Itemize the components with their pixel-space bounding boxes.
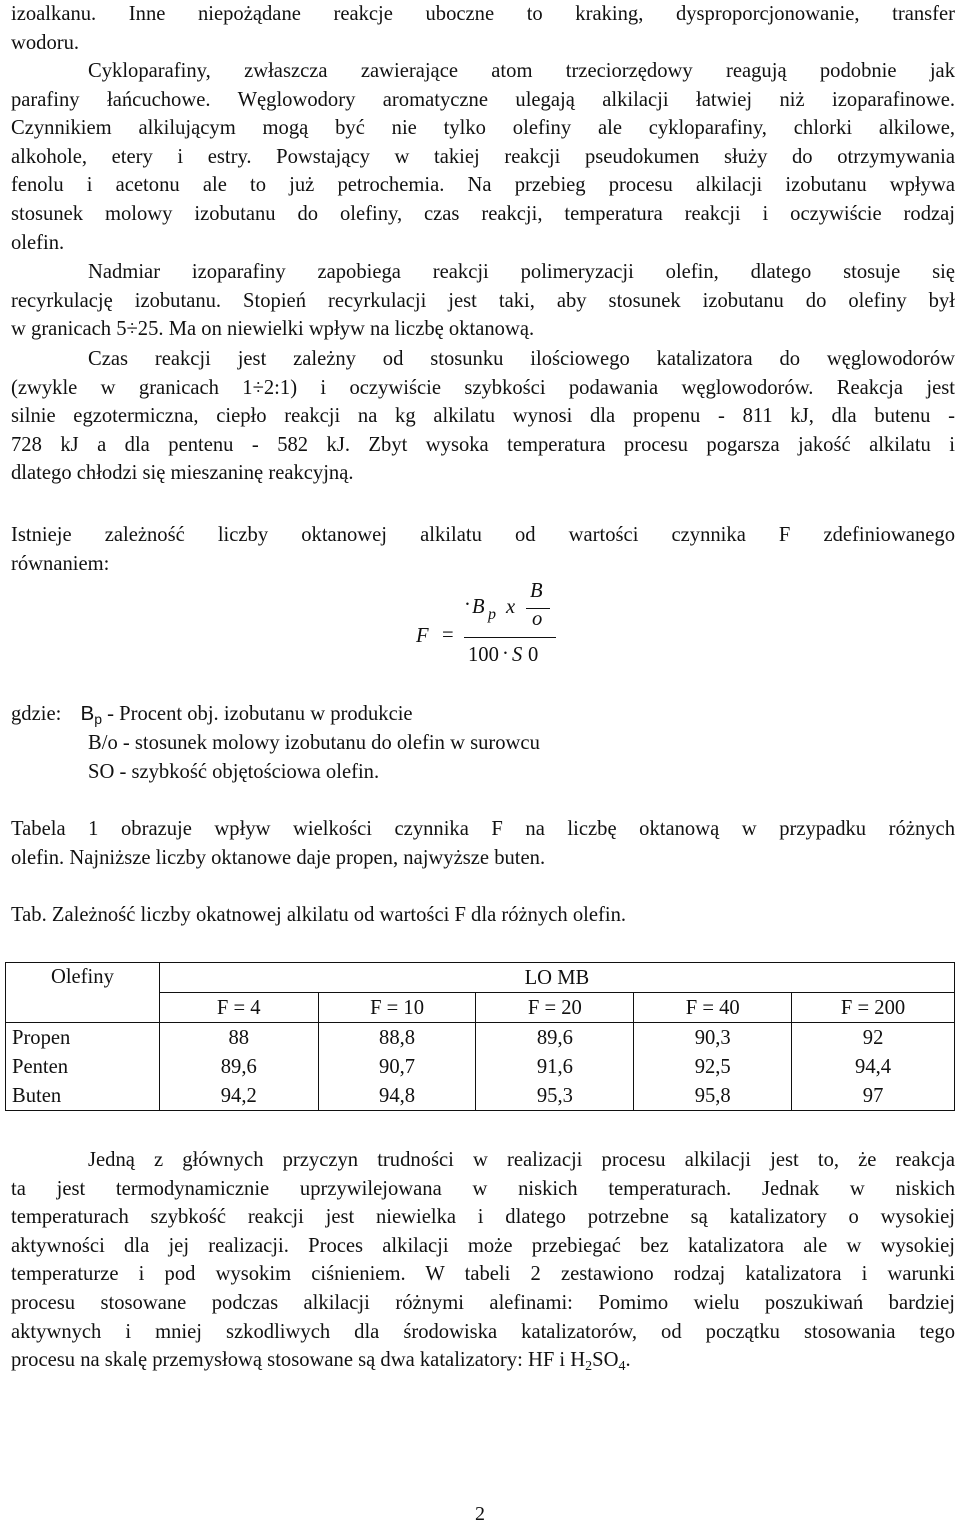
text-line: 728 kJ a dla pentenu - 582 kJ. Zbyt wysoka temperatura procesu pogarsza jakość alkilatu i bbox=[11, 433, 955, 456]
legend-line-2: B/o - stosunek molowy izobutanu do olefin w surowcu bbox=[88, 732, 540, 754]
legend-subscript: p bbox=[94, 711, 103, 727]
text-line: Nadmiar izoparafiny zapobiega reakcji polimeryzacji olefin, dlatego stosuje się bbox=[88, 261, 955, 283]
text-line: (zwykle w granicach 1÷2:1) i oczywiście szybkości podawania węglowodorów. Reakcja jest bbox=[11, 376, 955, 399]
text-line: wodoru. bbox=[11, 31, 80, 54]
formula-dot: · bbox=[464, 594, 471, 616]
text-line: izoalkanu. Inne niepożądane reakcje uboczne to kraking, dysproporcjonowanie, transfer bbox=[11, 3, 955, 25]
row-label: Buten bbox=[6, 1081, 160, 1111]
subscript: 4 bbox=[618, 1359, 626, 1375]
text-line: aktywności dla jej realizacji. Proces alkilacji może przebiegać bez katalizatora ale w wysokiej bbox=[11, 1234, 955, 1257]
table-cell: 88,8 bbox=[318, 1023, 476, 1053]
table-cell: 89,6 bbox=[476, 1023, 634, 1053]
formula-zero: 0 bbox=[528, 644, 539, 666]
table-cell: 92,5 bbox=[634, 1052, 792, 1081]
formula-lhs: F bbox=[416, 625, 429, 647]
text-fragment: . bbox=[625, 1349, 631, 1372]
row-label: Propen bbox=[6, 1023, 160, 1053]
legend-line-3: SO - szybkość objętościowa olefin. bbox=[88, 761, 380, 783]
table-row bbox=[6, 1052, 955, 1081]
text-line: dlatego chłodzi się mieszaninę reakcyjną. bbox=[11, 462, 354, 485]
paragraph-3 bbox=[11, 258, 955, 344]
text-line: Czas reakcji jest zależny od stosunku ilościowego katalizatora do węglowodorów bbox=[88, 348, 955, 370]
table-cell: 94,2 bbox=[159, 1081, 318, 1111]
text-line: temperaturach szybkość reakcji jest niewielka i dlatego potrzebne są katalizatory o wysokiej bbox=[11, 1206, 955, 1229]
text-line: alkohole, etery i estry. Powstający w takiej reakcji pseudokumen służy do otrzymywania bbox=[11, 145, 955, 168]
main-fraction-line bbox=[464, 637, 556, 638]
formula-dot: · bbox=[502, 643, 509, 665]
table-cell: 97 bbox=[792, 1081, 955, 1111]
formula-equals: = bbox=[442, 624, 454, 646]
formula-hundred: 100 bbox=[468, 644, 499, 666]
octane-table bbox=[5, 962, 955, 1111]
table-row bbox=[6, 1081, 955, 1111]
text-line: fenolu i acetonu ale to już petrochemia. Na przebieg procesu alkilacji izobutanu wpływa bbox=[11, 174, 955, 197]
table-cell: 91,6 bbox=[476, 1052, 634, 1081]
page-number: 2 bbox=[475, 1503, 485, 1525]
table-cell: 88 bbox=[159, 1023, 318, 1053]
formula-b-top: B bbox=[530, 580, 543, 602]
text-line: ta jest termodynamicznie uprzywilejowana w niskich temperaturach. Jednak w niskich bbox=[11, 1177, 955, 1200]
legend-line-1 bbox=[11, 700, 413, 729]
text-line: aktywnych i mniej szkodliwych dla środowiska katalizatorów, od początku stosowania tego bbox=[11, 1320, 955, 1343]
header-olefiny: Olefiny bbox=[6, 963, 160, 1023]
paragraph-1 bbox=[11, 0, 955, 57]
table-cell: 94,4 bbox=[792, 1052, 955, 1081]
legend-text: - Procent obj. izobutanu w produkcie bbox=[102, 703, 413, 725]
text-line: recyrkulację izobutanu. Stopień recyrkulacji jest taki, aby stosunek izobutanu do olefiny był bbox=[11, 289, 955, 312]
paragraph-5 bbox=[11, 521, 955, 578]
formula-b: B bbox=[472, 596, 485, 618]
text-line: temperaturze i pod wysokim ciśnieniem. W tabeli 2 zestawiono rodzaj katalizatora i warunki bbox=[11, 1263, 955, 1286]
text-line bbox=[11, 1346, 955, 1375]
formula-x: x bbox=[506, 596, 516, 618]
table-cell: 90,3 bbox=[634, 1023, 792, 1053]
row-label: Penten bbox=[6, 1052, 160, 1081]
text-line: parafiny łańcuchowe. Węglowodory aromatyczne ulegają alkilacji łatwiej niż izoparafinowe. bbox=[11, 88, 955, 111]
text-line: procesu stosowane podczas alkilacji różnymi alefinami: Pomimo wielu poszukiwań bardziej bbox=[11, 1291, 955, 1314]
text-line: Czynnikiem alkilującym mogą być nie tylko olefiny ale cykloparafiny, chlorki alkilowe, bbox=[11, 117, 955, 140]
column-header: F = 40 bbox=[634, 993, 792, 1023]
formula-o: o bbox=[532, 608, 543, 630]
text-line: olefin. Najniższe liczby oktanowe daje propen, najwyższe buten. bbox=[11, 846, 546, 869]
legend-prefix: gdzie: bbox=[11, 703, 62, 725]
column-header: F = 10 bbox=[318, 993, 476, 1023]
table-cell: 95,3 bbox=[476, 1081, 634, 1111]
legend-symbol: B bbox=[80, 702, 95, 725]
table-cell: 94,8 bbox=[318, 1081, 476, 1111]
table-caption: Tab. Zależność liczby okatnowej alkilatu od wartości F dla różnych olefin. bbox=[11, 904, 627, 926]
subscript: 2 bbox=[585, 1359, 593, 1375]
table-cell: 89,6 bbox=[159, 1052, 318, 1081]
text-line: równaniem: bbox=[11, 552, 110, 575]
paragraph-4 bbox=[11, 345, 955, 488]
text-line: Istnieje zależność liczby oktanowej alkilatu od wartości czynnika F zdefiniowanego bbox=[11, 524, 955, 546]
paragraph-6 bbox=[11, 815, 955, 872]
text-line: silnie egzotermiczna, ciepło reakcji na kg alkilatu wynosi dla propenu - 811 kJ, dla butenu - bbox=[11, 405, 955, 428]
text-fragment: procesu na skalę przemysłową stosowane są dwa katalizatory: HF i H bbox=[11, 1349, 586, 1372]
text-line: Cykloparafiny, zwłaszcza zawierające atom trzeciorzędowy reagują podobnie jak bbox=[88, 60, 955, 82]
header-lo-mb: LO MB bbox=[159, 963, 954, 993]
formula-p: p bbox=[488, 606, 496, 623]
paragraph-7 bbox=[11, 1146, 955, 1375]
column-header: F = 20 bbox=[476, 993, 634, 1023]
table-row bbox=[6, 1023, 955, 1053]
text-fragment: SO bbox=[592, 1349, 619, 1372]
paragraph-2 bbox=[11, 57, 955, 257]
column-header: F = 4 bbox=[159, 993, 318, 1023]
text-line: w granicach 5÷25. Ma on niewielki wpływ na liczbę oktanową. bbox=[11, 318, 535, 341]
text-line: Jedną z głównych przyczyn trudności w realizacji procesu alkilacji jest to, że reakcja bbox=[88, 1149, 955, 1171]
text-line: Tabela 1 obrazuje wpływ wielkości czynnika F na liczbę oktanową w przypadku różnych bbox=[11, 818, 955, 840]
text-line: olefin. bbox=[11, 231, 65, 254]
text-line: stosunek molowy izobutanu do olefiny, czas reakcji, temperatura reakcji i oczywiście rodzaj bbox=[11, 202, 955, 225]
table-cell: 90,7 bbox=[318, 1052, 476, 1081]
table-cell: 92 bbox=[792, 1023, 955, 1053]
column-header: F = 200 bbox=[792, 993, 955, 1023]
equation-f bbox=[412, 578, 592, 678]
formula-s: S bbox=[512, 644, 523, 666]
table-cell: 95,8 bbox=[634, 1081, 792, 1111]
